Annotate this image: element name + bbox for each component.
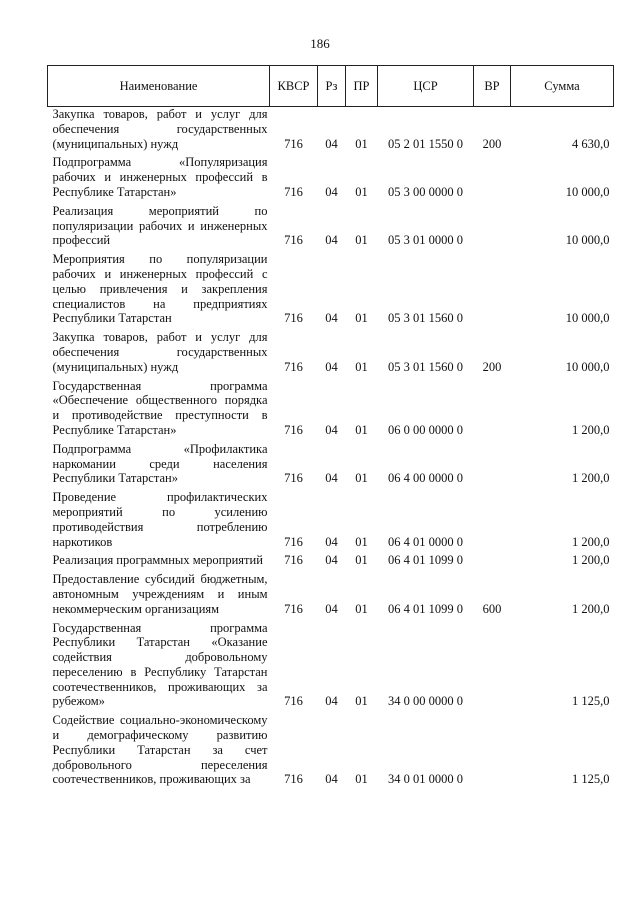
header-kvsr: КВСР: [270, 66, 318, 107]
cell-name: Содействие социально-экономическому и демографическому развитию Республики Татарстан за счет добровольного переселения соотечественников, проживающих за: [52, 713, 268, 787]
cell-vr: [474, 713, 511, 791]
table-row: [48, 442, 614, 490]
cell-rz: 04: [325, 184, 338, 199]
cell-csr: 06 0 00 0000 0: [388, 422, 463, 437]
cell-sum: 1 200,0: [572, 553, 610, 568]
cell-kvsr: 716: [284, 311, 303, 326]
cell-pr: 01: [355, 534, 368, 549]
cell-vr: [474, 553, 511, 572]
header-name: Наименование: [48, 66, 270, 107]
cell-sum: 10 000,0: [565, 233, 610, 248]
cell-rz: 04: [325, 772, 338, 787]
cell-sum: 10 000,0: [565, 359, 610, 374]
cell-pr: 01: [355, 233, 368, 248]
cell-sum: 10 000,0: [565, 184, 610, 199]
header-vr: ВР: [474, 66, 511, 107]
cell-csr: 05 2 01 1550 0: [388, 136, 463, 151]
table-row: [48, 553, 614, 572]
cell-pr: 01: [355, 601, 368, 616]
cell-sum: 1 200,0: [572, 471, 610, 486]
cell-kvsr: 716: [284, 694, 303, 709]
cell-csr: 05 3 01 0000 0: [388, 233, 463, 248]
cell-pr: 01: [355, 694, 368, 709]
cell-rz: 04: [325, 534, 338, 549]
cell-name: Закупка товаров, работ и услуг для обеспечения государственных (муниципальных) нужд: [52, 330, 268, 374]
table-row: [48, 107, 614, 156]
cell-kvsr: 716: [284, 553, 303, 568]
cell-sum: 1 125,0: [572, 772, 610, 787]
cell-pr: 01: [355, 553, 368, 568]
table-row: [48, 621, 614, 714]
header-csr: ЦСР: [378, 66, 474, 107]
cell-csr: 05 3 01 1560 0: [388, 359, 463, 374]
cell-name: Государственная программа Республики Татарстан «Оказание содействия добровольному переселению в Республику Татарстан соотечественников, проживающих за рубежом»: [52, 620, 268, 709]
cell-csr: 05 3 01 1560 0: [388, 311, 463, 326]
table-row: [48, 252, 614, 330]
table-row: [48, 330, 614, 378]
cell-rz: 04: [325, 601, 338, 616]
table-row: [48, 713, 614, 791]
cell-pr: 01: [355, 184, 368, 199]
cell-kvsr: 716: [284, 471, 303, 486]
table-row: [48, 155, 614, 203]
cell-pr: 01: [355, 422, 368, 437]
cell-sum: 1 200,0: [572, 601, 610, 616]
cell-kvsr: 716: [284, 136, 303, 151]
cell-pr: 01: [355, 772, 368, 787]
cell-vr: [474, 155, 511, 203]
cell-vr: [474, 204, 511, 252]
cell-pr: 01: [355, 359, 368, 374]
table-row: [48, 379, 614, 442]
cell-name: Предоставление субсидий бюджетным, автономным учреждениям и иным некоммерческим организациям: [52, 572, 268, 616]
page-number: 186: [310, 36, 330, 51]
cell-csr: 34 0 00 0000 0: [388, 694, 463, 709]
cell-csr: 06 4 00 0000 0: [388, 471, 463, 486]
cell-csr: 06 4 01 1099 0: [388, 601, 463, 616]
table-row: [48, 490, 614, 553]
header-rz: Рз: [318, 66, 346, 107]
cell-vr: [474, 490, 511, 553]
table-row: [48, 572, 614, 620]
cell-kvsr: 716: [284, 359, 303, 374]
budget-table: [47, 65, 614, 791]
cell-name: Закупка товаров, работ и услуг для обеспечения государственных (муниципальных) нужд: [52, 107, 268, 151]
cell-rz: 04: [325, 694, 338, 709]
cell-name: Реализация мероприятий по популяризации рабочих и инженерных профессий: [52, 203, 268, 248]
cell-vr: [474, 252, 511, 330]
cell-sum: 1 125,0: [572, 694, 610, 709]
cell-sum: 4 630,0: [572, 136, 610, 151]
cell-rz: 04: [325, 136, 338, 151]
cell-csr: 06 4 01 0000 0: [388, 534, 463, 549]
cell-rz: 04: [325, 311, 338, 326]
cell-kvsr: 716: [284, 422, 303, 437]
table-header-row: [48, 66, 614, 107]
table-row: [48, 204, 614, 252]
cell-sum: 1 200,0: [572, 534, 610, 549]
cell-kvsr: 716: [284, 772, 303, 787]
cell-vr: 200: [482, 359, 502, 374]
cell-csr: 06 4 01 1099 0: [388, 553, 463, 568]
cell-csr: 34 0 01 0000 0: [388, 772, 463, 787]
cell-name: Реализация программных мероприятий: [52, 553, 263, 568]
cell-vr: 200: [482, 136, 502, 151]
cell-rz: 04: [325, 553, 338, 568]
cell-sum: 10 000,0: [565, 311, 610, 326]
cell-pr: 01: [355, 311, 368, 326]
header-sum: Сумма: [511, 66, 614, 107]
cell-kvsr: 716: [284, 534, 303, 549]
cell-pr: 01: [355, 471, 368, 486]
cell-rz: 04: [325, 471, 338, 486]
cell-name: Государственная программа «Обеспечение общественного порядка и противодействие преступности в Республике Татарстан»: [52, 378, 268, 437]
cell-vr: 600: [482, 601, 502, 616]
cell-kvsr: 716: [284, 233, 303, 248]
cell-csr: 05 3 00 0000 0: [388, 184, 463, 199]
cell-name: Проведение профилактических мероприятий по усилению противодействия потреблению наркотиков: [52, 490, 268, 549]
header-pr: ПР: [346, 66, 378, 107]
cell-kvsr: 716: [284, 184, 303, 199]
cell-name: Подпрограмма «Популяризация рабочих и инженерных профессий в Республике Татарстан»: [52, 155, 268, 199]
cell-rz: 04: [325, 422, 338, 437]
cell-rz: 04: [325, 233, 338, 248]
cell-name: Подпрограмма «Профилактика наркомании среди населения Республики Татарстан»: [52, 441, 268, 486]
cell-rz: 04: [325, 359, 338, 374]
cell-vr: [474, 442, 511, 490]
cell-sum: 1 200,0: [572, 422, 610, 437]
cell-vr: [474, 621, 511, 714]
cell-pr: 01: [355, 136, 368, 151]
cell-name: Мероприятия по популяризации рабочих и инженерных профессий с целью привлечения и закрепления специалистов на предприятиях Республики Татарстан: [52, 252, 268, 326]
cell-kvsr: 716: [284, 601, 303, 616]
cell-vr: [474, 379, 511, 442]
